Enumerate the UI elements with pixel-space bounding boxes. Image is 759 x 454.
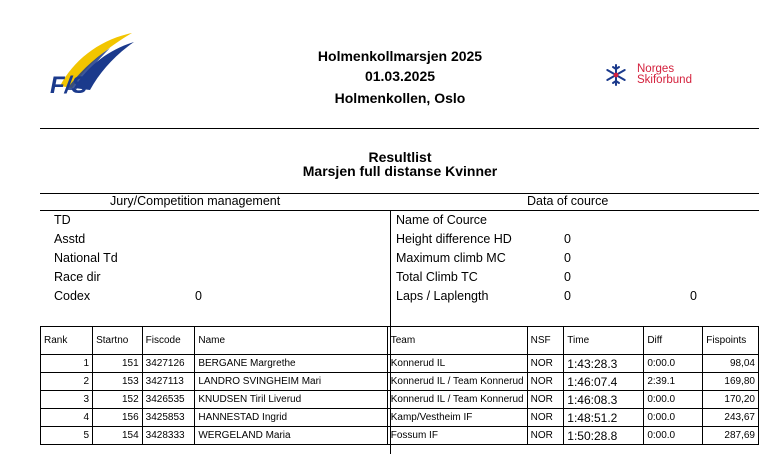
cell-time: 1:50:28.8: [564, 427, 644, 445]
cell-nsf: NOR: [527, 355, 564, 373]
cell-rank: 5: [41, 427, 93, 445]
cell-name: KNUDSEN Tiril Liverud: [195, 391, 387, 409]
event-venue: Holmenkollen, Oslo: [334, 90, 466, 106]
cell-diff: 0:00.0: [644, 355, 703, 373]
nsf-logo: [604, 61, 714, 91]
cell-team: Konnerud IL: [387, 355, 527, 373]
cell-rank: 4: [41, 409, 93, 427]
cell-nsf: NOR: [527, 409, 564, 427]
course-label-hd: Height difference HD: [396, 232, 512, 246]
cell-fiscode: 3427126: [142, 355, 195, 373]
col-header-rank: Rank: [41, 327, 93, 355]
jury-label-codex: Codex: [54, 289, 91, 303]
table-header-row: [41, 327, 759, 355]
cell-fispoints: 98,04: [703, 355, 759, 373]
table-row: [41, 391, 759, 409]
cell-time: 1:48:51.2: [564, 409, 644, 427]
cell-rank: 3: [41, 391, 93, 409]
table-row: [41, 427, 759, 445]
cell-fispoints: 169,80: [703, 373, 759, 391]
cell-rank: 1: [41, 355, 93, 373]
cell-nsf: NOR: [527, 427, 564, 445]
cell-team: Konnerud IL / Team Konnerud: [387, 373, 527, 391]
cell-startno: 152: [93, 391, 143, 409]
cell-name: HANNESTAD Ingrid: [195, 409, 387, 427]
cell-team: Kamp/Vestheim IF: [387, 409, 527, 427]
jury-value-codex: 0: [195, 289, 202, 303]
course-label-name: Name of Cource: [396, 213, 488, 227]
document-title: Resultlist: [368, 149, 432, 165]
jury-heading: Jury/Competition management: [110, 194, 281, 208]
cell-diff: 0:00.0: [644, 391, 703, 409]
course-value-laps: 0: [564, 289, 571, 303]
course-label-tc: Total Climb TC: [396, 270, 478, 284]
col-header-name: Name: [195, 327, 387, 355]
cell-fiscode: 3428333: [142, 427, 195, 445]
cell-startno: 156: [93, 409, 143, 427]
cell-name: BERGANE Margrethe: [195, 355, 387, 373]
cell-fiscode: 3425853: [142, 409, 195, 427]
table-row: [41, 373, 759, 391]
cell-diff: 2:39.1: [644, 373, 703, 391]
cell-nsf: NOR: [527, 391, 564, 409]
event-name: Holmenkollmarsjen 2025: [317, 48, 483, 64]
cell-team: Konnerud IL / Team Konnerud: [387, 391, 527, 409]
jury-label-national-td: National Td: [54, 251, 118, 265]
cell-name: LANDRO SVINGHEIM Mari: [195, 373, 387, 391]
table-row: [41, 409, 759, 427]
course-value-hd: 0: [564, 232, 571, 246]
col-header-team: Team: [387, 327, 527, 355]
cell-team: Fossum IF: [387, 427, 527, 445]
course-label-laps: Laps / Laplength: [396, 289, 489, 303]
cell-fispoints: 170,20: [703, 391, 759, 409]
snowflake-icon: [604, 63, 628, 87]
cell-startno: 153: [93, 373, 143, 391]
header-divider: [40, 128, 759, 129]
jury-label-asstd: Asstd: [54, 232, 86, 246]
course-label-mc: Maximum climb MC: [396, 251, 506, 265]
info-heading-rule: [40, 210, 759, 211]
col-header-diff: Diff: [644, 327, 703, 355]
event-date: 01.03.2025: [364, 68, 436, 84]
col-header-nsf: NSF: [527, 327, 564, 355]
cell-startno: 154: [93, 427, 143, 445]
jury-label-td: TD: [54, 213, 71, 227]
cell-fiscode: 3427113: [142, 373, 195, 391]
course-value-laplength: 0: [690, 289, 697, 303]
cell-diff: 0:00.0: [644, 427, 703, 445]
col-header-fispoints: Fispoints: [703, 327, 759, 355]
col-header-startno: Startno: [93, 327, 143, 355]
cell-name: WERGELAND Maria: [195, 427, 387, 445]
col-header-time: Time: [564, 327, 644, 355]
course-value-tc: 0: [564, 270, 571, 284]
cell-nsf: NOR: [527, 373, 564, 391]
cell-rank: 2: [41, 373, 93, 391]
cell-time: 1:46:07.4: [564, 373, 644, 391]
cell-time: 1:43:28.3: [564, 355, 644, 373]
cell-diff: 0:00.0: [644, 409, 703, 427]
race-title: Marsjen full distanse Kvinner: [302, 163, 498, 179]
cell-time: 1:46:08.3: [564, 391, 644, 409]
col-header-fiscode: Fiscode: [142, 327, 195, 355]
jury-label-race-dir: Race dir: [54, 270, 101, 284]
nsf-name-line2: Skiforbund: [637, 74, 692, 86]
nsf-name-line1: Norges: [637, 63, 675, 75]
fis-wordmark: F/S: [50, 72, 88, 99]
results-table: [40, 326, 759, 445]
cell-startno: 151: [93, 355, 143, 373]
course-value-mc: 0: [564, 251, 571, 265]
course-heading: Data of cource: [527, 194, 609, 208]
table-row: [41, 355, 759, 373]
cell-fispoints: 287,69: [703, 427, 759, 445]
cell-fiscode: 3426535: [142, 391, 195, 409]
cell-fispoints: 243,67: [703, 409, 759, 427]
